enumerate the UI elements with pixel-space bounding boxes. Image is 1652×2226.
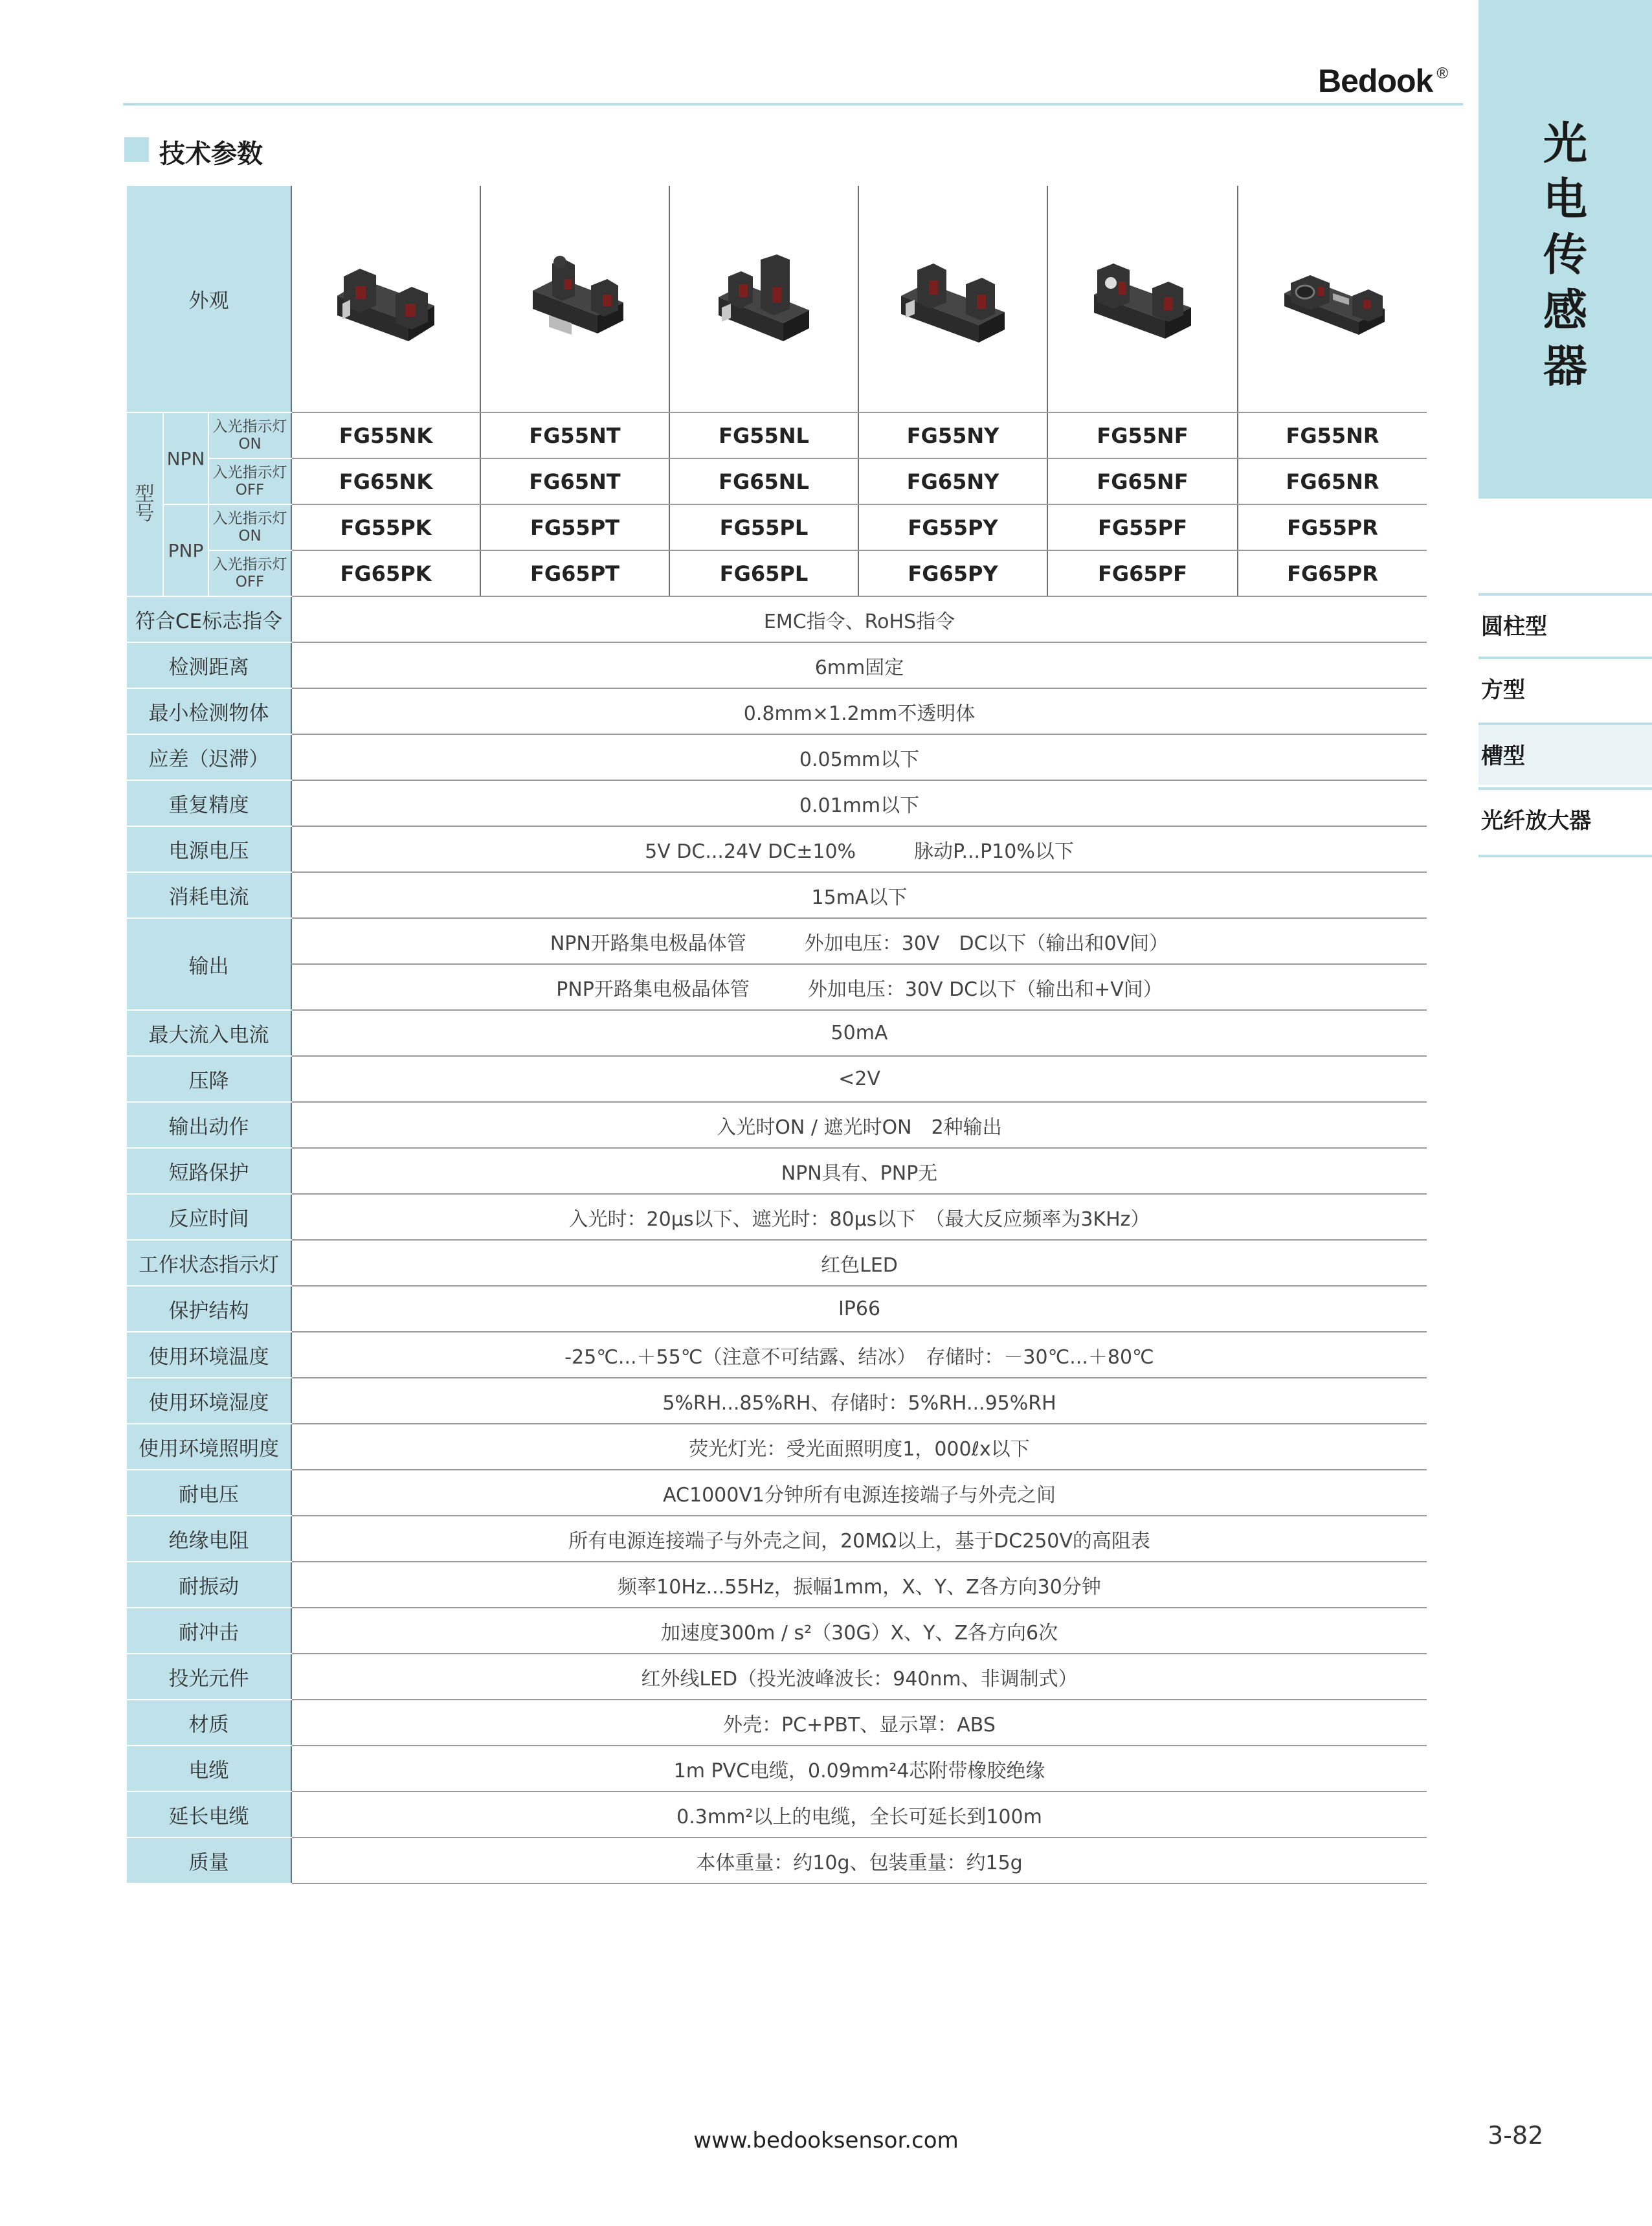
model-cell: FG65PF bbox=[1047, 550, 1238, 596]
model-cell: FG55PR bbox=[1238, 504, 1427, 550]
spec-row bbox=[127, 1516, 1427, 1562]
appearance-row bbox=[127, 186, 1427, 412]
spec-label: 耐电压 bbox=[127, 1470, 291, 1516]
model-cell: FG65PT bbox=[480, 550, 669, 596]
model-cell: FG65PY bbox=[858, 550, 1047, 596]
spec-value: 红外线LED（投光波峰波长：940nm、非调制式） bbox=[291, 1654, 1427, 1700]
spec-label: 投光元件 bbox=[127, 1654, 291, 1700]
spec-row bbox=[127, 1378, 1427, 1424]
spec-value: 0.01mm以下 bbox=[291, 780, 1427, 826]
spec-value: 0.8mm×1.2mm不透明体 bbox=[291, 688, 1427, 734]
spec-label: 耐振动 bbox=[127, 1562, 291, 1608]
spec-label: 电源电压 bbox=[127, 826, 291, 872]
spec-row bbox=[127, 1838, 1427, 1883]
spec-row bbox=[127, 1700, 1427, 1746]
spec-value: 入光时：20μs以下、遮光时：80μs以下 （最大反应频率为3KHz） bbox=[291, 1194, 1427, 1240]
spec-label: 材质 bbox=[127, 1700, 291, 1746]
spec-value: AC1000V1分钟所有电源连接端子与外壳之间 bbox=[291, 1470, 1427, 1516]
spec-row bbox=[127, 1654, 1427, 1700]
spec-row bbox=[127, 1424, 1427, 1470]
spec-label: 应差（迟滞） bbox=[127, 734, 291, 780]
group-npn: NPN bbox=[163, 412, 208, 504]
spec-label: 延长电缆 bbox=[127, 1792, 291, 1838]
spec-row bbox=[127, 734, 1427, 780]
sidebar-item-slot[interactable]: 槽型 bbox=[1479, 723, 1652, 785]
spec-label: 使用环境湿度 bbox=[127, 1378, 291, 1424]
slot-sensor-icon bbox=[891, 251, 1014, 348]
model-cell: FG65NR bbox=[1238, 458, 1427, 504]
spec-row bbox=[127, 826, 1427, 872]
spec-value: -25℃...＋55℃（注意不可结露、结冰） 存储时：－30℃...＋80℃ bbox=[291, 1332, 1427, 1378]
model-cell: FG55PK bbox=[291, 504, 480, 550]
model-cell: FG65PR bbox=[1238, 550, 1427, 596]
model-cell: FG55PY bbox=[858, 504, 1047, 550]
model-cell: FG55NK bbox=[291, 412, 480, 458]
spec-value: 5V DC...24V DC±10% 脉动P...P10%以下 bbox=[291, 826, 1427, 872]
spec-label: 短路保护 bbox=[127, 1148, 291, 1194]
model-row bbox=[127, 412, 1427, 458]
spec-label: 耐冲击 bbox=[127, 1608, 291, 1654]
footer-website-link[interactable]: www.bedooksensor.com bbox=[693, 2128, 959, 2153]
model-cell: FG65NK bbox=[291, 458, 480, 504]
spec-row bbox=[127, 1792, 1427, 1838]
spec-value: NPN开路集电极晶体管 外加电压：30V DC以下（输出和0V间） bbox=[291, 918, 1427, 964]
sensor-image-nk bbox=[291, 186, 480, 412]
spec-label: 最大流入电流 bbox=[127, 1010, 291, 1056]
spec-label: 符合CE标志指令 bbox=[127, 596, 291, 642]
spec-row bbox=[127, 1332, 1427, 1378]
slot-sensor-icon bbox=[702, 251, 825, 348]
spec-value: 本体重量：约10g、包装重量：约15g bbox=[291, 1838, 1427, 1883]
model-cell: FG55PT bbox=[480, 504, 669, 550]
spec-label: 质量 bbox=[127, 1838, 291, 1883]
sidebar-item-cylinder[interactable]: 圆柱型 bbox=[1479, 593, 1652, 655]
category-title-char: 感 bbox=[1543, 286, 1587, 337]
spec-value: 入光时ON / 遮光时ON 2种输出 bbox=[291, 1102, 1427, 1148]
sensor-image-nf bbox=[1047, 186, 1238, 412]
model-cell: FG65NY bbox=[858, 458, 1047, 504]
spec-value: 荧光灯光：受光面照明度1，000ℓx以下 bbox=[291, 1424, 1427, 1470]
spec-row bbox=[127, 1010, 1427, 1056]
spec-value: 外壳：PC+PBT、显示罩：ABS bbox=[291, 1700, 1427, 1746]
spec-row bbox=[127, 1562, 1427, 1608]
spec-row bbox=[127, 1148, 1427, 1194]
spec-label: 绝缘电阻 bbox=[127, 1516, 291, 1562]
spec-row bbox=[127, 1746, 1427, 1792]
sidebar-item-square[interactable]: 方型 bbox=[1479, 657, 1652, 719]
page-number: 3-82 bbox=[1488, 2121, 1544, 2150]
spec-label: 使用环境照明度 bbox=[127, 1424, 291, 1470]
category-title bbox=[1479, 117, 1652, 395]
sidebar-item-fiber-amplifier[interactable]: 光纤放大器 bbox=[1479, 787, 1652, 849]
spec-value: 15mA以下 bbox=[291, 872, 1427, 918]
spec-row bbox=[127, 1608, 1427, 1654]
spec-value: 6mm固定 bbox=[291, 642, 1427, 688]
section-title: 技术参数 bbox=[159, 139, 263, 169]
spec-row bbox=[127, 596, 1427, 642]
sub-label: 入光指示灯ON bbox=[208, 412, 291, 458]
spec-value: NPN具有、PNP无 bbox=[291, 1148, 1427, 1194]
spec-row bbox=[127, 642, 1427, 688]
spec-label: 检测距离 bbox=[127, 642, 291, 688]
model-cell: FG55NL bbox=[669, 412, 858, 458]
spec-label: 最小检测物体 bbox=[127, 688, 291, 734]
model-row bbox=[127, 550, 1427, 596]
brand-logo: Bedook ® bbox=[1318, 63, 1448, 99]
sub-label: 入光指示灯OFF bbox=[208, 550, 291, 596]
model-cell: FG55PL bbox=[669, 504, 858, 550]
spec-label: 使用环境温度 bbox=[127, 1332, 291, 1378]
spec-row bbox=[127, 1240, 1427, 1286]
sub-label: 入光指示灯ON bbox=[208, 504, 291, 550]
category-title-char: 电 bbox=[1543, 174, 1587, 225]
spec-row bbox=[127, 780, 1427, 826]
spec-row bbox=[127, 688, 1427, 734]
spec-label: 输出 bbox=[127, 918, 291, 1010]
sidebar-divider bbox=[1479, 855, 1652, 857]
slot-sensor-icon bbox=[513, 251, 636, 348]
spec-row bbox=[127, 1056, 1427, 1102]
spec-value: 加速度300m / s²（30G）X、Y、Z各方向6次 bbox=[291, 1608, 1427, 1654]
slot-sensor-icon bbox=[1271, 251, 1394, 348]
spec-value: IP66 bbox=[291, 1286, 1427, 1332]
spec-row bbox=[127, 1194, 1427, 1240]
model-cell: FG55NR bbox=[1238, 412, 1427, 458]
spec-value: 红色LED bbox=[291, 1240, 1427, 1286]
category-title-char: 传 bbox=[1543, 230, 1587, 281]
model-row bbox=[127, 458, 1427, 504]
model-cell: FG65PL bbox=[669, 550, 858, 596]
section-marker bbox=[124, 137, 149, 162]
sub-label: 入光指示灯OFF bbox=[208, 458, 291, 504]
spec-value: 5%RH...85%RH、存储时：5%RH...95%RH bbox=[291, 1378, 1427, 1424]
model-cell: FG65NF bbox=[1047, 458, 1238, 504]
sensor-image-nr bbox=[1238, 186, 1427, 412]
spec-row bbox=[127, 1286, 1427, 1332]
spec-value: 50mA bbox=[291, 1010, 1427, 1056]
sensor-image-ny bbox=[858, 186, 1047, 412]
spec-label: 压降 bbox=[127, 1056, 291, 1102]
spec-value: 0.3mm²以上的电缆，全长可延长到100m bbox=[291, 1792, 1427, 1838]
spec-value: 1m PVC电缆，0.09mm²4芯附带橡胶绝缘 bbox=[291, 1746, 1427, 1792]
model-cell: FG55NT bbox=[480, 412, 669, 458]
sensor-image-nt bbox=[480, 186, 669, 412]
model-cell: FG55NY bbox=[858, 412, 1047, 458]
spec-label: 工作状态指示灯 bbox=[127, 1240, 291, 1286]
spec-value: <2V bbox=[291, 1056, 1427, 1102]
type-label-char: 号 bbox=[135, 502, 155, 525]
type-label bbox=[127, 412, 163, 596]
model-cell: FG65NT bbox=[480, 458, 669, 504]
category-title-char: 光 bbox=[1543, 118, 1587, 170]
slot-sensor-icon bbox=[324, 251, 447, 348]
spec-row bbox=[127, 1470, 1427, 1516]
category-title-char: 器 bbox=[1543, 341, 1587, 392]
type-label-char: 型 bbox=[135, 483, 155, 506]
spec-label: 保护结构 bbox=[127, 1286, 291, 1332]
sensor-image-nl bbox=[669, 186, 858, 412]
spec-row bbox=[127, 1102, 1427, 1148]
spec-row bbox=[127, 918, 1427, 964]
appearance-label: 外观 bbox=[127, 186, 291, 412]
spec-label: 消耗电流 bbox=[127, 872, 291, 918]
spec-row bbox=[127, 872, 1427, 918]
model-cell: FG55NF bbox=[1047, 412, 1238, 458]
spec-value: 0.05mm以下 bbox=[291, 734, 1427, 780]
spec-label: 重复精度 bbox=[127, 780, 291, 826]
spec-value: EMC指令、RoHS指令 bbox=[291, 596, 1427, 642]
spec-label: 输出动作 bbox=[127, 1102, 291, 1148]
slot-sensor-icon bbox=[1081, 251, 1204, 348]
spec-label: 电缆 bbox=[127, 1746, 291, 1792]
model-cell: FG65PK bbox=[291, 550, 480, 596]
model-cell: FG65NL bbox=[669, 458, 858, 504]
spec-value: 频率10Hz...55Hz，振幅1mm，X、Y、Z各方向30分钟 bbox=[291, 1562, 1427, 1608]
spec-value: PNP开路集电极晶体管 外加电压：30V DC以下（输出和+V间） bbox=[291, 964, 1427, 1010]
spec-label: 反应时间 bbox=[127, 1194, 291, 1240]
spec-value: 所有电源连接端子与外壳之间，20MΩ以上，基于DC250V的高阻表 bbox=[291, 1516, 1427, 1562]
model-row bbox=[127, 504, 1427, 550]
group-pnp: PNP bbox=[163, 504, 208, 596]
model-cell: FG55PF bbox=[1047, 504, 1238, 550]
spec-row bbox=[127, 964, 1427, 1010]
header-rule bbox=[123, 103, 1463, 106]
spec-table bbox=[127, 186, 1427, 1884]
